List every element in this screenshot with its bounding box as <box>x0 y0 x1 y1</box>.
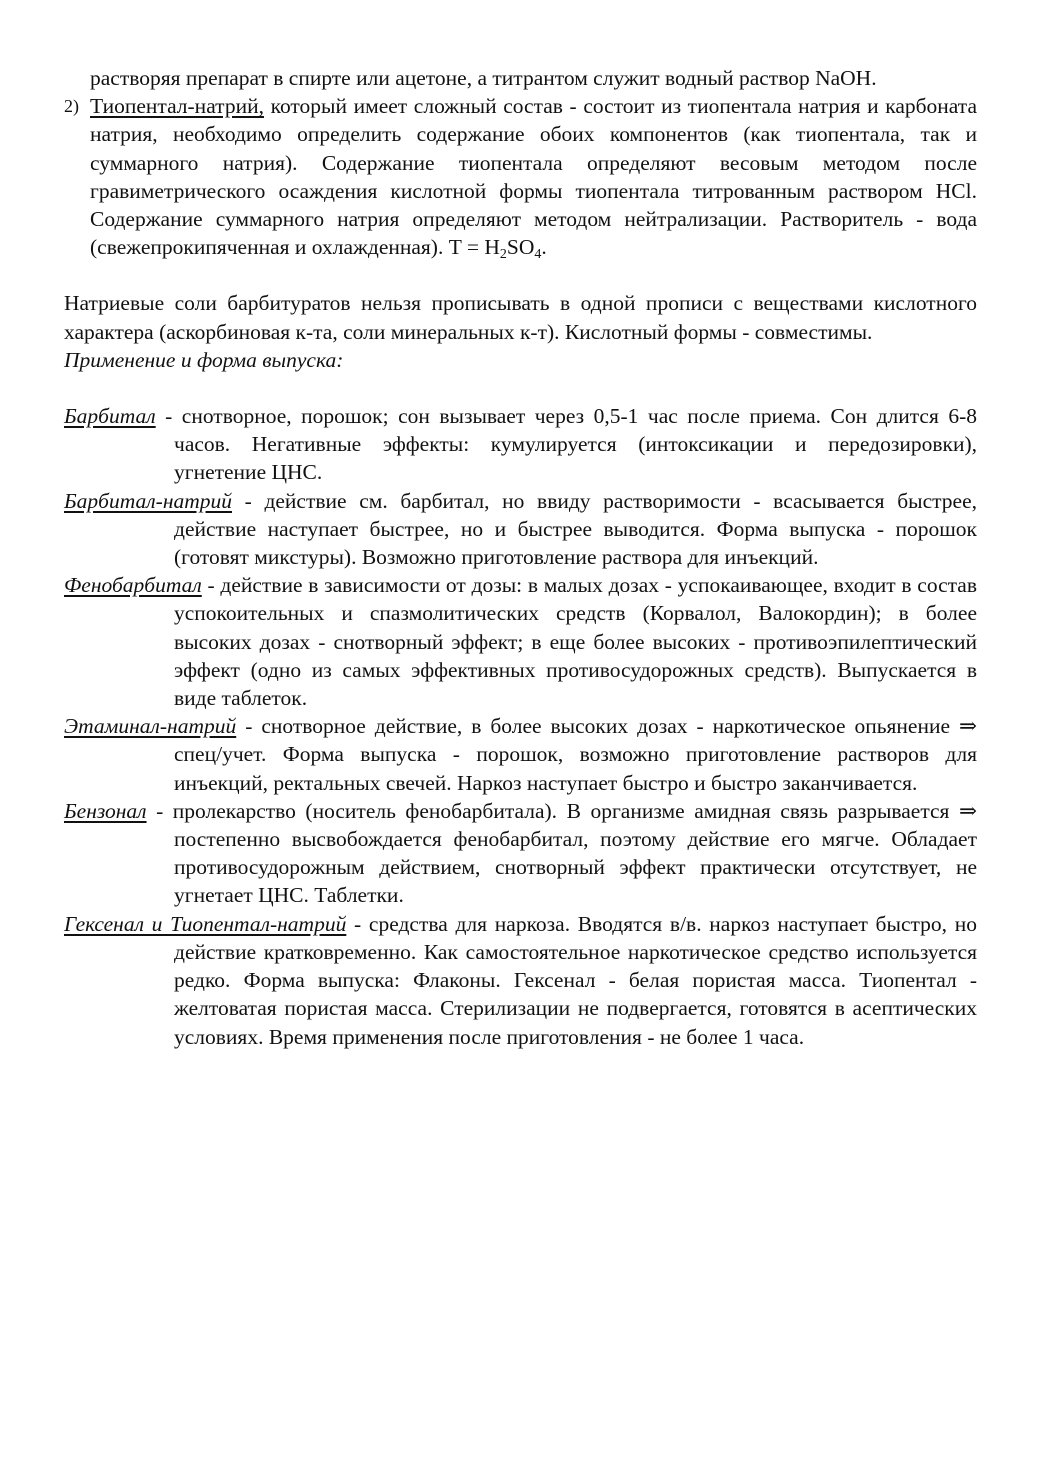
entry-term: Бензонал <box>64 798 147 823</box>
entry-text: - средства для наркоза. Вводятся в/в. наркоз наступает быстро, но действие кратковременно. Как самостоятельное наркотическое средство используется редко. Форма выпуска: Флаконы. Гексенал - белая пористая масса. Тиопентал - желтоватая пористая масса. Стерилизации не подвергается, готовятся в асептических условиях. Время применения после приготовления - не более 1 часа. <box>174 911 977 1049</box>
entry-barbital-sodium <box>64 487 977 572</box>
formula-h: H <box>484 235 500 260</box>
entry-hexenal-thiopental <box>64 910 977 1051</box>
entry-barbital <box>64 402 977 487</box>
entry-text: - пролекарство (носитель фенобарбитала). В организме амидная связь разрывается ⇒ постепенно высвобождается фенобарбитал, поэтому действие его мягче. Обладает противосудорожным действием, снотворный эффект практически отсутствует, не угнетает ЦНС. Таблетки. <box>146 798 977 908</box>
formula-end: . <box>541 235 547 260</box>
formula-h-subscript: 2 <box>499 247 507 263</box>
list-item-text: который имеет сложный состав - состоит из тиопентала натрия и карбоната натрия, необходимо определить содержание обоих компонентов (как тиопентала, так и суммарного натрия). Содержание тиопентала определяют весовым методом после гравиметрического осаждения кислотной формы тиопентала титрованным раствором HCl. Содержание суммарного натрия определяют методом нейтрализации. Растворитель - вода (свежепрокипяченная и охлажденная). T = <box>90 94 977 260</box>
entry-term: Гексенал и Тиопентал-натрий <box>64 911 347 936</box>
entry-term: Фенобарбитал <box>64 573 202 598</box>
entry-term: Барбитал <box>64 404 156 429</box>
entry-etaminal-sodium <box>64 712 977 797</box>
term-thiopental-sodium: Тиопентал-натрий, <box>90 94 264 119</box>
entry-text: - снотворное, порошок; сон вызывает через 0,5-1 час после приема. Сон длится 6-8 часов. Негативные эффекты: кумулируется (интоксикации и передозировки), угнетение ЦНС. <box>155 404 977 485</box>
paragraph-gap <box>64 261 977 289</box>
section-heading: Применение и форма выпуска: <box>64 347 344 372</box>
formula-so-subscript: 4 <box>534 247 542 263</box>
entry-text: - снотворное действие, в более высоких дозах - наркотическое опьянение ⇒ спец/учет. Форма выпуска - порошок, возможно приготовление растворов для инъекций, ректальных свечей. Наркоз наступает быстро и быстро заканчивается. <box>174 714 977 795</box>
salts-note-paragraph: Натриевые соли барбитуратов нельзя прописывать в одной прописи с веществами кислотного характера (аскорбиновая к-та, соли минеральных к-т). Кислотный формы - совместимы. <box>64 291 977 344</box>
entry-phenobarbital <box>64 571 977 712</box>
entry-term: Барбитал-натрий <box>64 488 233 513</box>
entry-text: - действие в зависимости от дозы: в малых дозах - успокаивающее, входит в состав успокоительных и спазмолитических средств (Корвалол, Валокордин); в более высоких дозах - снотворный эффект; в еще более высоких - противоэпилептический эффект (одно из самых эффективных противосудорожных средств). Выпускается в виде таблеток. <box>174 573 977 711</box>
paragraph-gap <box>64 374 977 402</box>
continuation-paragraph: растворяя препарат в спирте или ацетоне, а титрантом служит водный раствор NaOH. <box>90 66 877 90</box>
entry-benzonal <box>64 797 977 910</box>
formula-so: SO <box>506 235 535 260</box>
document-body <box>64 64 977 1051</box>
entry-text: - действие см. барбитал, но ввиду растворимости - всасывается быстрее, действие наступает быстрее, но и быстрее выводится. Форма выпуска - порошок (готовят микстуры). Возможно приготовление раствора для инъекций. <box>174 488 977 570</box>
list-number: 2) <box>64 96 79 117</box>
list-item-2 <box>64 92 977 261</box>
entry-term: Этаминал-натрий <box>64 714 237 739</box>
